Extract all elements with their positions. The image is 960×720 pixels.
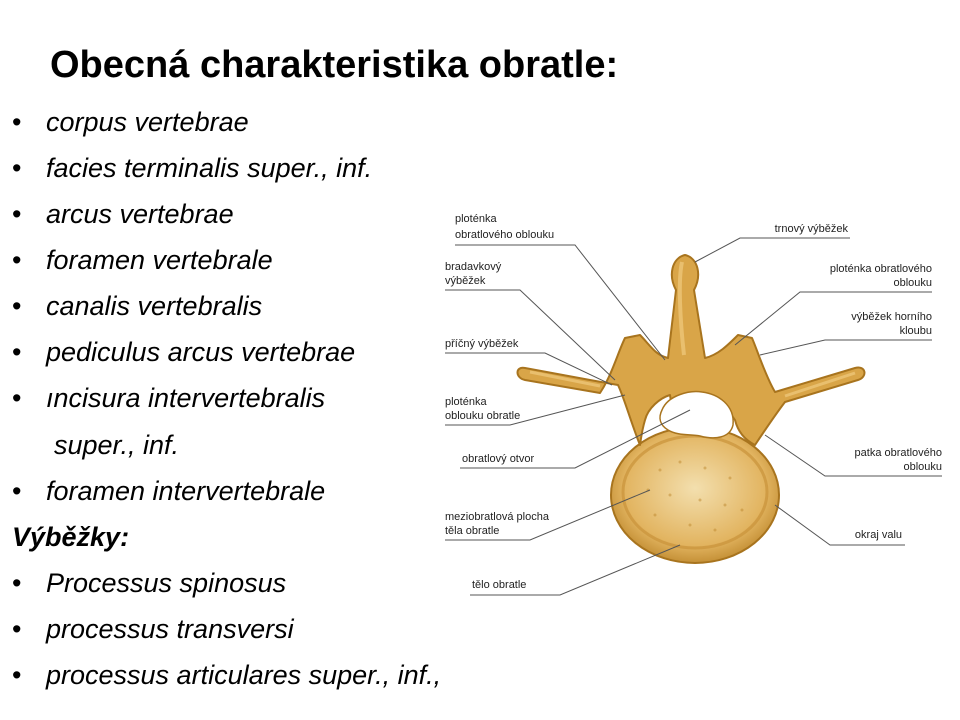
label: obratlového oblouku	[455, 229, 555, 241]
list-item-text: ıncisura intervertebralis	[46, 383, 326, 413]
vertebral-body	[611, 427, 779, 563]
list-item-text: foramen intervertebrale	[46, 476, 326, 506]
label: meziobratlová plocha	[445, 511, 549, 523]
list-item-text: foramen vertebrale	[46, 245, 273, 275]
label: oblouku	[893, 277, 932, 289]
labels-left	[445, 213, 554, 591]
bullet: •	[12, 291, 22, 321]
list-item-text: pediculus arcus vertebrae	[46, 337, 356, 367]
bullet: •	[12, 245, 22, 275]
list-item-text: facies terminalis super., inf.	[46, 153, 373, 183]
list-item-text: Processus spinosus	[46, 568, 287, 598]
label: výběžek horního	[851, 311, 932, 323]
label: oblouku obratle	[445, 410, 521, 422]
label: patka obratlového	[854, 447, 942, 459]
list-item-text: processus articulares super., inf.,	[46, 660, 442, 690]
list-item-text: arcus vertebrae	[46, 199, 234, 229]
label: ploténka	[455, 213, 497, 225]
list-item-text: canalis vertebralis	[46, 291, 263, 321]
vertebra-diagram	[430, 190, 960, 620]
bullet: •	[12, 476, 22, 506]
bullet: •	[12, 568, 22, 598]
label: oblouku	[903, 461, 942, 473]
label: tělo obratle	[472, 579, 527, 591]
label: výběžek	[445, 275, 486, 287]
label: okraj valu	[854, 529, 902, 541]
bullet: •	[12, 660, 22, 690]
label: příčný výběžek	[445, 338, 519, 350]
labels-right	[775, 223, 942, 541]
bullet: •	[12, 383, 22, 413]
list-item-text: corpus vertebrae	[46, 107, 249, 137]
list-item-continuation: super., inf.	[54, 430, 180, 460]
bullet: •	[12, 107, 22, 137]
bullet: •	[12, 337, 22, 367]
label: kloubu	[899, 325, 932, 337]
label: ploténka obratlového	[829, 263, 932, 275]
bullet: •	[12, 199, 22, 229]
label: trnový výběžek	[774, 223, 848, 235]
label: ploténka	[445, 396, 487, 408]
bullet: •	[12, 153, 22, 183]
page-title: Obecná charakteristika obratle:	[50, 44, 619, 86]
section-heading: Výběžky:	[12, 522, 130, 552]
label: obratlový otvor	[462, 453, 535, 465]
label: bradavkový	[445, 261, 502, 273]
bullet: •	[12, 614, 22, 644]
label: těla obratle	[445, 525, 500, 537]
list-item-text: processus transversi	[46, 614, 294, 644]
